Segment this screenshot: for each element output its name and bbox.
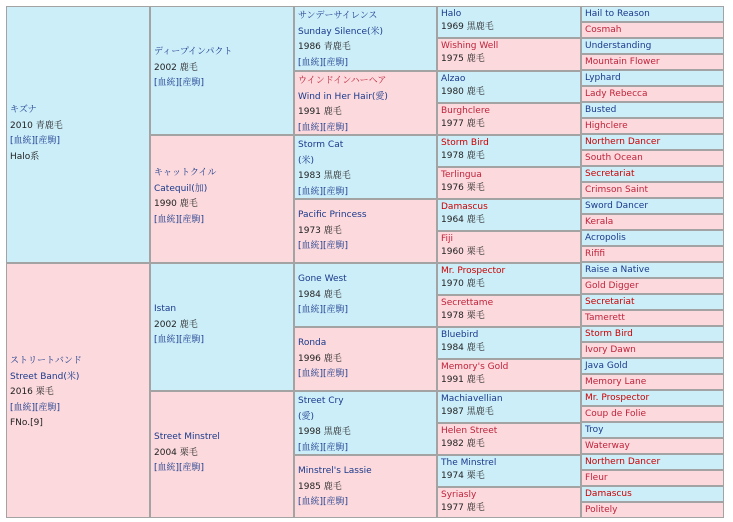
g2-info: 2002 鹿毛	[154, 62, 198, 73]
g5-cell	[581, 70, 724, 86]
g4-name[interactable]: Burghclere	[441, 106, 490, 116]
g5-cell	[581, 22, 724, 38]
g3-name[interactable]: Gone West	[298, 274, 347, 284]
g2-info: 2004 栗毛	[154, 447, 198, 458]
g3-en: Wind in Her Hair(愛)	[298, 91, 388, 102]
g3-links[interactable]: [血統][産駒]	[298, 186, 349, 197]
g4-info: 1960 栗毛	[441, 247, 485, 257]
g5-name[interactable]: Gold Digger	[585, 281, 639, 291]
g4-name[interactable]: Syriasly	[441, 490, 477, 500]
g3-links[interactable]: [血統][産駒]	[298, 305, 349, 315]
g4-name[interactable]: Mr. Prospector	[441, 266, 506, 276]
g5-name[interactable]: Northern Dancer	[585, 457, 661, 467]
g3-name[interactable]: Ronda	[298, 338, 327, 348]
g5-name[interactable]: Raise a Native	[585, 265, 650, 275]
g5-name[interactable]: Fleur	[585, 473, 608, 483]
g5-cell	[581, 374, 724, 390]
g5-name[interactable]: Acropolis	[585, 233, 626, 243]
g5-cell	[581, 86, 724, 102]
g3-cell	[294, 71, 437, 135]
g5-name[interactable]: Java Gold	[585, 361, 628, 371]
g3-links[interactable]: [血統][産駒]	[298, 241, 349, 251]
g5-cell	[581, 54, 724, 70]
g3-info: 1996 鹿毛	[298, 353, 342, 364]
g3-cell	[294, 263, 437, 327]
g5-cell	[581, 342, 724, 358]
g3-links[interactable]: [血統][産駒]	[298, 369, 349, 379]
g4-info: 1978 鹿毛	[441, 151, 485, 161]
g4-info: 1977 鹿毛	[441, 119, 485, 129]
root-dam-links[interactable]: [血統][産駒]	[10, 402, 61, 413]
g5-cell	[581, 310, 724, 326]
g4-name[interactable]: Fiji	[441, 234, 454, 244]
g3-info: 1985 鹿毛	[298, 481, 342, 492]
g3-info: 1998 黒鹿毛	[298, 427, 351, 437]
g4-info: 1978 栗毛	[441, 311, 485, 321]
g4-info: 1980 鹿毛	[441, 87, 485, 97]
root-dam-name[interactable]: ストリートバンド	[10, 356, 82, 366]
g2-name[interactable]: Street Minstrel	[154, 432, 220, 442]
g5-name[interactable]: Kerala	[585, 217, 614, 227]
g3-links[interactable]: [血統][産駒]	[298, 497, 349, 507]
root-sire-cell	[6, 6, 150, 263]
g4-info: 1977 鹿毛	[441, 503, 485, 513]
g4-info: 1982 鹿毛	[441, 439, 485, 449]
g5-name[interactable]: Tamerett	[585, 313, 625, 323]
g2-en: Catequil(加)	[154, 183, 208, 194]
g4-cell	[437, 199, 581, 231]
g5-name[interactable]: Highclere	[585, 121, 628, 131]
g5-cell	[581, 150, 724, 166]
g4-info: 1991 鹿毛	[441, 375, 485, 385]
g4-name[interactable]: The Minstrel	[441, 458, 497, 468]
g5-cell	[581, 38, 724, 54]
g5-name[interactable]: South Ocean	[585, 153, 643, 163]
g4-name[interactable]: Damascus	[441, 202, 488, 212]
g4-name[interactable]: Machiavellian	[441, 394, 503, 404]
g4-cell	[437, 327, 581, 359]
g4-name[interactable]: Helen Street	[441, 426, 498, 436]
root-sire-name[interactable]: キズナ	[10, 105, 37, 115]
g5-cell	[581, 6, 724, 22]
root-dam-cell	[6, 263, 150, 518]
g4-cell	[437, 263, 581, 295]
g3-en: Sunday Silence(米)	[298, 26, 383, 37]
g3-info: 1984 鹿毛	[298, 289, 342, 300]
g4-name[interactable]: Bluebird	[441, 330, 479, 340]
g5-cell	[581, 502, 724, 518]
g5-cell	[581, 390, 724, 406]
g2-info: 2002 鹿毛	[154, 319, 198, 330]
g3-name[interactable]: Street Cry	[298, 396, 344, 406]
g5-cell	[581, 102, 724, 118]
g3-name[interactable]: サンデーサイレンス	[298, 11, 378, 21]
g5-name[interactable]: Memory Lane	[585, 377, 647, 387]
g4-cell	[437, 135, 581, 167]
g3-links[interactable]: [血統][産駒]	[298, 57, 349, 68]
g3-name[interactable]: Minstrel's Lassie	[298, 466, 372, 476]
g3-info: 1986 青鹿毛	[298, 42, 351, 52]
g5-name[interactable]: Politely	[585, 505, 618, 515]
g5-name[interactable]: Mr. Prospector	[585, 393, 650, 403]
g5-cell	[581, 246, 724, 262]
g4-info: 1970 鹿毛	[441, 279, 485, 289]
g4-cell	[437, 455, 581, 487]
g4-info: 1987 黒鹿毛	[441, 407, 494, 417]
g4-info: 1969 黒鹿毛	[441, 22, 494, 32]
g4-name[interactable]: Halo	[441, 9, 462, 19]
g5-cell	[581, 118, 724, 134]
root-sire-info: 2010 青鹿毛	[10, 120, 63, 131]
g5-name[interactable]: Rififi	[585, 249, 606, 259]
g5-name[interactable]: Troy	[585, 425, 604, 435]
g2-name[interactable]: ディープインパクト	[154, 47, 233, 57]
g4-info: 1964 鹿毛	[441, 215, 485, 225]
g3-info: 1973 鹿毛	[298, 225, 342, 236]
g3-cell	[294, 327, 437, 391]
g5-name[interactable]: Storm Bird	[585, 329, 633, 339]
g2-links[interactable]: [血統][産駒]	[154, 463, 205, 473]
g3-links[interactable]: [血統][産駒]	[298, 122, 349, 133]
g5-name[interactable]: Lady Rebecca	[585, 89, 648, 99]
g2-cell	[150, 135, 294, 263]
g3-cell	[294, 199, 437, 263]
g5-cell	[581, 470, 724, 486]
g4-cell	[437, 71, 581, 103]
g4-cell	[437, 103, 581, 135]
g5-name[interactable]: Lyphard	[585, 73, 621, 83]
g4-cell	[437, 295, 581, 327]
g4-cell	[437, 359, 581, 391]
g5-name[interactable]: Sword Dancer	[585, 201, 649, 211]
g4-info: 1984 鹿毛	[441, 343, 485, 353]
g5-name[interactable]: Damascus	[585, 489, 632, 499]
g2-links[interactable]: [血統][産駒]	[154, 214, 205, 225]
g3-en: (愛)	[298, 411, 315, 422]
pedigree-table	[6, 6, 724, 518]
g5-name[interactable]: Busted	[585, 105, 617, 115]
root-dam-fno[interactable]: FNo.[9]	[10, 418, 43, 428]
g5-name[interactable]: Mountain Flower	[585, 57, 660, 67]
g2-name[interactable]: Istan	[154, 304, 177, 314]
g5-name[interactable]: Ivory Dawn	[585, 345, 636, 355]
g4-name[interactable]: Memory's Gold	[441, 362, 509, 372]
g3-en: (米)	[298, 155, 315, 166]
g2-name[interactable]: キャットクイル	[154, 168, 217, 178]
g5-name[interactable]: Secretariat	[585, 297, 635, 307]
g3-info: 1983 黒鹿毛	[298, 171, 351, 181]
g5-cell	[581, 358, 724, 374]
root-dam-info: 2016 栗毛	[10, 387, 54, 397]
g5-cell	[581, 214, 724, 230]
g4-info: 1976 栗毛	[441, 183, 485, 193]
g5-cell	[581, 486, 724, 502]
g4-name[interactable]: Secrettame	[441, 298, 494, 308]
g2-cell	[150, 391, 294, 518]
g4-cell	[437, 391, 581, 423]
g3-info: 1991 鹿毛	[298, 107, 342, 117]
g4-name[interactable]: Terlingua	[441, 170, 482, 180]
g5-name[interactable]: Hail to Reason	[585, 9, 650, 19]
g5-cell	[581, 182, 724, 198]
g2-links[interactable]: [血統][産駒]	[154, 335, 205, 345]
root-sire-links[interactable]: [血統][産駒]	[10, 136, 61, 146]
g4-name[interactable]: Alzao	[441, 74, 466, 84]
g2-cell	[150, 6, 294, 135]
g5-cell	[581, 326, 724, 342]
g4-cell	[437, 423, 581, 455]
g5-name[interactable]: Northern Dancer	[585, 137, 661, 147]
g5-cell	[581, 438, 724, 454]
g5-cell	[581, 422, 724, 438]
g2-info: 1990 鹿毛	[154, 199, 198, 209]
g2-links[interactable]: [血統][産駒]	[154, 78, 205, 88]
g5-cell	[581, 198, 724, 214]
root-sire-line: Halo系	[10, 151, 40, 162]
g4-name[interactable]: Wishing Well	[441, 41, 499, 51]
g5-name[interactable]: Cosmah	[585, 25, 622, 35]
g5-name[interactable]: Secretariat	[585, 169, 635, 179]
root-dam-en: Street Band(米)	[10, 371, 80, 382]
g2-cell	[150, 263, 294, 391]
g5-cell	[581, 454, 724, 470]
g4-name[interactable]: Storm Bird	[441, 138, 489, 148]
g5-cell	[581, 406, 724, 422]
g4-info: 1974 栗毛	[441, 471, 485, 481]
g5-cell	[581, 294, 724, 310]
g5-name[interactable]: Crimson Saint	[585, 185, 648, 195]
g5-cell	[581, 134, 724, 150]
g4-info: 1975 鹿毛	[441, 54, 485, 64]
g5-name[interactable]: Coup de Folie	[585, 409, 647, 419]
g3-cell	[294, 6, 437, 71]
g4-cell	[437, 487, 581, 518]
g3-cell	[294, 135, 437, 199]
g3-name[interactable]: ウインドインハーヘア	[298, 76, 387, 86]
g3-links[interactable]: [血統][産駒]	[298, 442, 349, 453]
g3-cell	[294, 455, 437, 518]
g3-name[interactable]: Pacific Princess	[298, 210, 367, 220]
g4-cell	[437, 38, 581, 71]
g5-name[interactable]: Waterway	[585, 441, 630, 451]
g3-cell	[294, 391, 437, 455]
g4-cell	[437, 167, 581, 199]
g3-name[interactable]: Storm Cat	[298, 140, 344, 150]
g5-cell	[581, 166, 724, 182]
g5-cell	[581, 262, 724, 278]
g5-cell	[581, 230, 724, 246]
g5-name[interactable]: Understanding	[585, 41, 652, 51]
g4-cell	[437, 231, 581, 263]
g5-cell	[581, 278, 724, 294]
g4-cell	[437, 6, 581, 38]
